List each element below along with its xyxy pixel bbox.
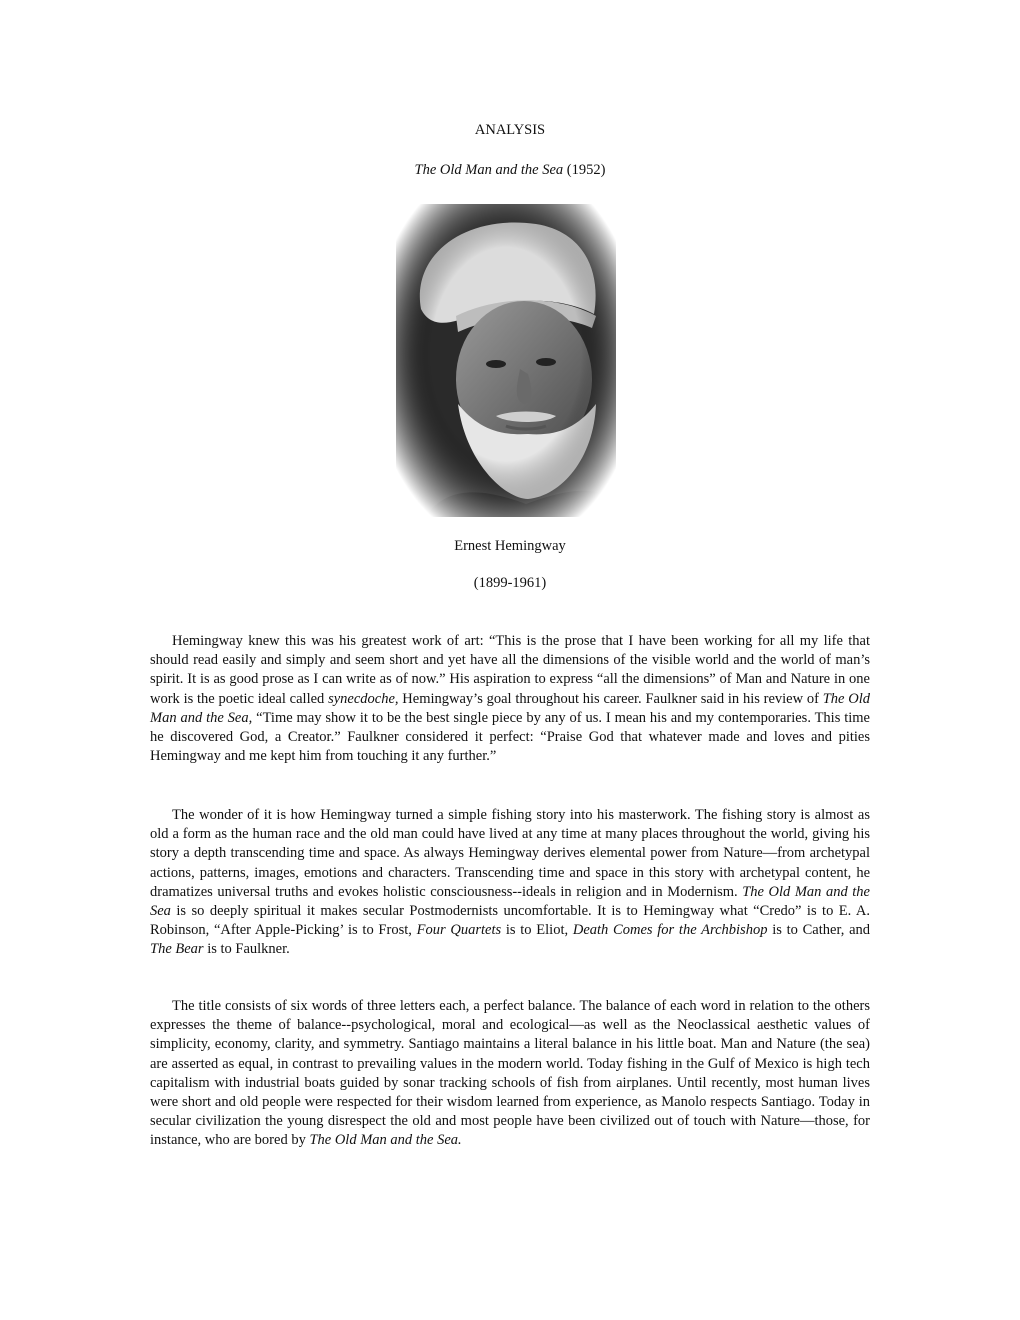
portrait-image xyxy=(396,204,616,517)
paragraph-3 xyxy=(150,997,870,1170)
italic-run: The Old Man and the Sea, xyxy=(150,690,871,726)
work-title-line xyxy=(0,162,1020,179)
text-run: is to Eliot, xyxy=(501,922,573,939)
text-run: The title consists of six words of three letters each, a perfect balance. The balance of each word in relation to the others expresses the theme of balance--psychological, moral and ecological—as well as the Neoclassical aesthetic values of simplicity, economy, clarity, and symmetry. Santiago maintains a literal balance in his little boat. Man and Nature (the sea) are asserted as equal, in contrast to prevailing values in the modern world. Today fishing in the Gulf of Mexico is high tech capitalism with industrial boats guided by sonar tracking schools of fish from airplanes. Until recently, most human lives were short and old people were respected for their wisdom learned from experience, as Manolo respects Santiago. Today in secular civilization the young disrespect the old and most people have been civilized out of touch with Nature—those, for instance, who are bored by xyxy=(150,998,870,1149)
italic-run: Death Comes for the Archbishop xyxy=(572,922,768,939)
author-dates: (1899-1961) xyxy=(473,575,547,591)
text-run: Hemingway’s goal throughout his career. Faulkner said in his review of xyxy=(398,690,823,707)
work-title: The Old Man and the Sea xyxy=(414,162,564,178)
text-run: is to Cather, and xyxy=(767,922,871,939)
paragraph-text xyxy=(150,632,870,766)
author-name: Ernest Hemingway xyxy=(454,538,566,554)
author-portrait xyxy=(396,204,616,517)
page-heading: ANALYSIS xyxy=(474,122,546,138)
italic-run: The Bear xyxy=(150,941,204,958)
text-run: Hemingway knew this was his greatest work of art: “This is the prose that I have been working for all my life that should read easily and simply and seem short and yet have all the dimensions of the visible world and the world of man’s spirit. It is as good prose as I can write as of now.” His aspiration to express “all the dimensions” of Man and Nature in one work is the poetic ideal called xyxy=(150,633,870,707)
text-run: is so deeply spiritual it makes secular Postmodernists uncomfortable. It is to Hemingway what “Credo” is to E. A. Robinson, “After Apple-Picking’ is to Frost, xyxy=(150,903,870,939)
paragraph-2 xyxy=(150,806,870,979)
paragraph-1 xyxy=(150,632,870,785)
paragraph-text xyxy=(150,806,870,960)
text-run: is to Faulkner. xyxy=(203,941,290,958)
italic-run: The Old Man and the Sea. xyxy=(309,1132,462,1149)
text-run: The wonder of it is how Hemingway turned a simple fishing story into his masterwork. The fishing story is almost as old a form as the human race and the old man could have lived at any time at many places throughout the world, giving his story a depth transcending time and space. As always Hemingway derives elemental power from Nature—from archetypal actions, patterns, images, emotions and characters. Transcending time and space in this story with archetypal content, he dramatizes universal truths and evokes holistic consciousness--ideals in religion and in Modernism. xyxy=(150,807,870,900)
italic-run: Four Quartets xyxy=(416,922,502,939)
italic-run: The Old Man and the Sea xyxy=(150,883,870,920)
italic-run: synecdoche, xyxy=(328,690,399,707)
work-year: (1952) xyxy=(566,162,606,178)
paragraph-text xyxy=(150,997,870,1151)
text-run: “Time may show it to be the best single piece by any of us. I mean his and my contemporaries. This time he discovered God, a Creator.” Faulkner considered it perfect: “Praise God that whatever made and loves and pities Hemingway and me kept him from touching it any further.” xyxy=(150,709,870,765)
